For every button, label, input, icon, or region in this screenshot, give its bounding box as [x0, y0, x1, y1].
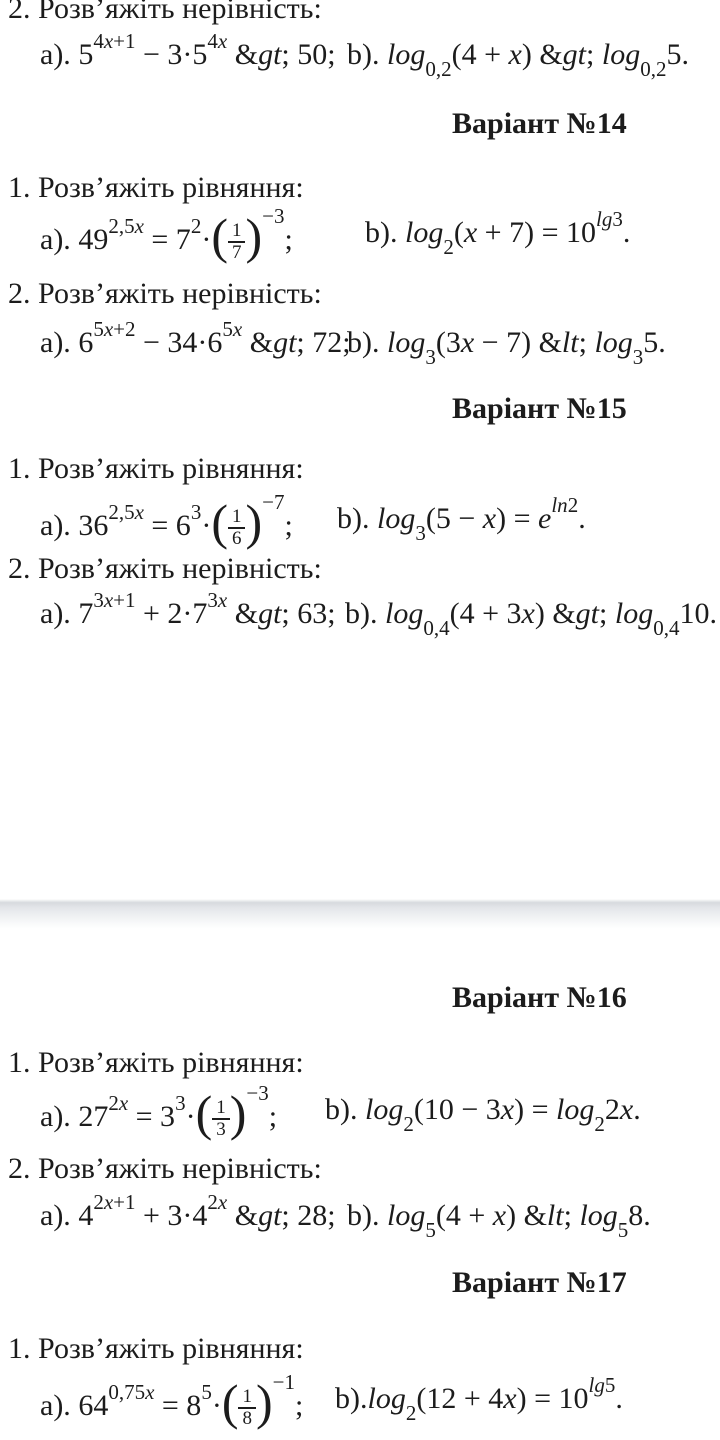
task-label: 2. Розв’яжіть нерівність:: [8, 552, 322, 585]
subscript: 3: [632, 345, 644, 369]
superscript: −1: [272, 1370, 295, 1394]
subscript: 3: [415, 521, 426, 545]
equation-part-b: [365, 207, 631, 259]
item-letter-label: b).: [365, 216, 405, 249]
math-run: (x + 7) = 10: [453, 216, 596, 249]
superscript: −3: [262, 204, 285, 228]
item-letter-label: a).: [40, 509, 79, 542]
task-label: 2. Розв’яжіть нерівність:: [8, 277, 322, 310]
math-run: + 3·4: [135, 1199, 208, 1232]
superscript: −3: [246, 1081, 269, 1105]
math-run: .: [578, 502, 586, 535]
equation-part-b: [337, 493, 586, 545]
math-run: ;: [284, 223, 293, 256]
math-run: .: [615, 1382, 623, 1415]
page-break-separator: [0, 899, 720, 929]
math-run: 7: [78, 597, 94, 630]
superscript: 2x+1: [93, 1190, 136, 1214]
superscript: 4x: [207, 29, 228, 53]
math-run: log: [385, 597, 424, 630]
subscript: 0,4: [653, 616, 680, 640]
fraction-numerator: 1: [242, 1385, 252, 1407]
math-run: (4 + 3x) &gt; log: [449, 597, 654, 630]
superscript: lg5: [588, 1373, 616, 1397]
big-paren-right: ): [229, 1085, 247, 1141]
fraction: [238, 1387, 256, 1430]
equation-part-a: [40, 204, 293, 264]
big-paren-left: (: [221, 1374, 239, 1430]
math-run: 4: [78, 1199, 94, 1232]
equation-part-b: [335, 1373, 623, 1425]
item-letter-label: b).: [347, 1199, 387, 1232]
subscript: 5: [425, 1218, 436, 1242]
fraction-denominator: 3: [212, 1118, 230, 1141]
math-run: 5: [78, 38, 94, 71]
math-run: &gt; 72;: [242, 326, 351, 359]
variant-heading: Варіант №15: [452, 392, 627, 425]
math-run: (12 + 4x) = 10: [416, 1382, 589, 1415]
equation-part-b: [325, 1093, 641, 1136]
subscript: 2: [594, 1112, 605, 1136]
math-run: 8.: [628, 1199, 651, 1232]
item-letter-label: a).: [40, 223, 79, 256]
equation-part-a: [40, 588, 336, 631]
math-run: + 2·7: [135, 597, 208, 630]
math-run: log: [387, 1199, 426, 1232]
math-run: (10 − 3x) = log: [413, 1093, 595, 1126]
item-letter-label: a).: [40, 38, 79, 71]
fraction: [212, 1098, 230, 1141]
subscript: 0,2: [640, 57, 667, 81]
superscript: 5x+2: [93, 317, 136, 341]
variant-heading: Варіант №14: [452, 107, 627, 140]
math-run: log: [405, 216, 444, 249]
big-paren-right: ): [245, 494, 263, 550]
equation-part-a: [40, 490, 293, 550]
fraction: [228, 221, 246, 264]
equation-part-b: [347, 38, 689, 81]
math-run: 10.: [679, 597, 717, 630]
math-run: (4 + x) &gt; log: [451, 38, 641, 71]
math-run: 6: [78, 326, 94, 359]
item-letter-label: b).: [335, 1382, 368, 1415]
superscript: 3x+1: [93, 588, 136, 612]
superscript: 4x+1: [93, 29, 136, 53]
task-label: 1. Розв’яжіть рівняння:: [8, 1332, 304, 1365]
item-letter-label: b).: [345, 597, 385, 630]
math-run: log: [387, 38, 426, 71]
item-letter-label: b).: [347, 326, 387, 359]
superscript: ln2: [551, 493, 579, 517]
equation-part-b: [347, 326, 666, 369]
equation-part-a: [40, 1370, 304, 1430]
math-run: − 3·5: [135, 38, 208, 71]
superscript: lg3: [596, 207, 623, 231]
math-run: (3x − 7) &lt; log: [435, 326, 633, 359]
item-letter-label: b).: [347, 38, 387, 71]
item-letter-label: a).: [40, 1100, 79, 1133]
math-run: = 6: [143, 509, 191, 542]
math-run: 5.: [643, 326, 666, 359]
task-label: 1. Розв’яжіть рівняння:: [8, 1046, 304, 1079]
math-run: ;: [268, 1100, 278, 1133]
fraction-denominator: 8: [238, 1407, 256, 1430]
math-run: log: [365, 1093, 404, 1126]
math-run: &gt; 63;: [227, 597, 336, 630]
equation-part-a: [40, 1081, 278, 1141]
math-run: − 34·6: [135, 326, 223, 359]
math-run: ·: [211, 1389, 222, 1422]
math-run: ·: [201, 223, 212, 256]
superscript: 2x: [108, 1091, 129, 1115]
item-letter-label: a).: [40, 1389, 79, 1422]
math-run: 36: [78, 509, 109, 542]
big-paren-right: ): [255, 1374, 273, 1430]
superscript: 2x: [207, 1190, 228, 1214]
math-run: ·: [201, 509, 212, 542]
item-letter-label: b).: [325, 1093, 365, 1126]
item-letter-label: a).: [40, 597, 79, 630]
superscript: 3x: [207, 588, 228, 612]
math-run: = 7: [143, 223, 191, 256]
subscript: 0,4: [423, 616, 450, 640]
math-run: = 8: [154, 1389, 202, 1422]
superscript: 2,5x: [108, 500, 144, 524]
equation-part-a: [40, 317, 351, 360]
superscript: 3: [175, 1091, 186, 1115]
superscript: 5x: [222, 317, 243, 341]
math-run: ;: [284, 509, 293, 542]
fraction-numerator: 1: [216, 1096, 226, 1118]
superscript: −7: [262, 490, 285, 514]
equation-part-b: [347, 1199, 651, 1242]
item-letter-label: a).: [40, 326, 79, 359]
subscript: 2: [405, 1401, 417, 1425]
math-run: 64: [78, 1389, 109, 1422]
superscript: 5: [201, 1380, 212, 1404]
superscript: 3: [190, 500, 202, 524]
fraction-denominator: 6: [228, 527, 246, 550]
big-paren-left: (: [211, 208, 228, 264]
math-run: 49: [78, 223, 109, 256]
item-letter-label: b).: [337, 502, 377, 535]
task-label: 2. Розв’яжіть нерівність:: [8, 0, 322, 25]
item-letter-label: a).: [40, 1199, 79, 1232]
superscript: 2,5x: [108, 214, 144, 238]
variant-heading: Варіант №16: [452, 981, 627, 1014]
subscript: 2: [443, 235, 454, 259]
fraction-numerator: 1: [231, 219, 242, 241]
fraction-numerator: 1: [231, 505, 242, 527]
math-run: .: [622, 216, 631, 249]
math-run: (4 + x) &lt; log: [435, 1199, 618, 1232]
math-run: ;: [294, 1389, 304, 1422]
math-run: &gt; 50;: [227, 38, 336, 71]
big-paren-left: (: [211, 494, 228, 550]
task-label: 2. Розв’яжіть нерівність:: [8, 1152, 322, 1185]
math-run: = 3: [128, 1100, 176, 1133]
math-run: (5 − x) = e: [425, 502, 552, 535]
math-run: log: [367, 1382, 406, 1415]
subscript: 3: [425, 345, 436, 369]
variant-heading: Варіант №17: [452, 1266, 627, 1299]
superscript: 0,75x: [108, 1380, 155, 1404]
subscript: 0,2: [425, 57, 452, 81]
math-run: &gt; 28;: [227, 1199, 336, 1232]
math-run: log: [377, 502, 416, 535]
math-run: 2x.: [604, 1093, 641, 1126]
subscript: 5: [617, 1218, 629, 1242]
equation-part-b: [345, 597, 717, 640]
math-run: 5.: [666, 38, 689, 71]
fraction-denominator: 7: [228, 241, 246, 264]
subscript: 2: [403, 1112, 414, 1136]
math-run: 27: [78, 1100, 109, 1133]
big-paren-right: ): [245, 208, 263, 264]
task-label: 1. Розв’яжіть рівняння:: [8, 452, 304, 485]
equation-part-a: [40, 1190, 336, 1233]
big-paren-left: (: [195, 1085, 213, 1141]
superscript: 2: [190, 214, 202, 238]
task-label: 1. Розв’яжіть рівняння:: [8, 171, 304, 204]
math-run: log: [387, 326, 426, 359]
math-run: ·: [185, 1100, 196, 1133]
fraction: [228, 507, 246, 550]
equation-part-a: [40, 29, 336, 72]
